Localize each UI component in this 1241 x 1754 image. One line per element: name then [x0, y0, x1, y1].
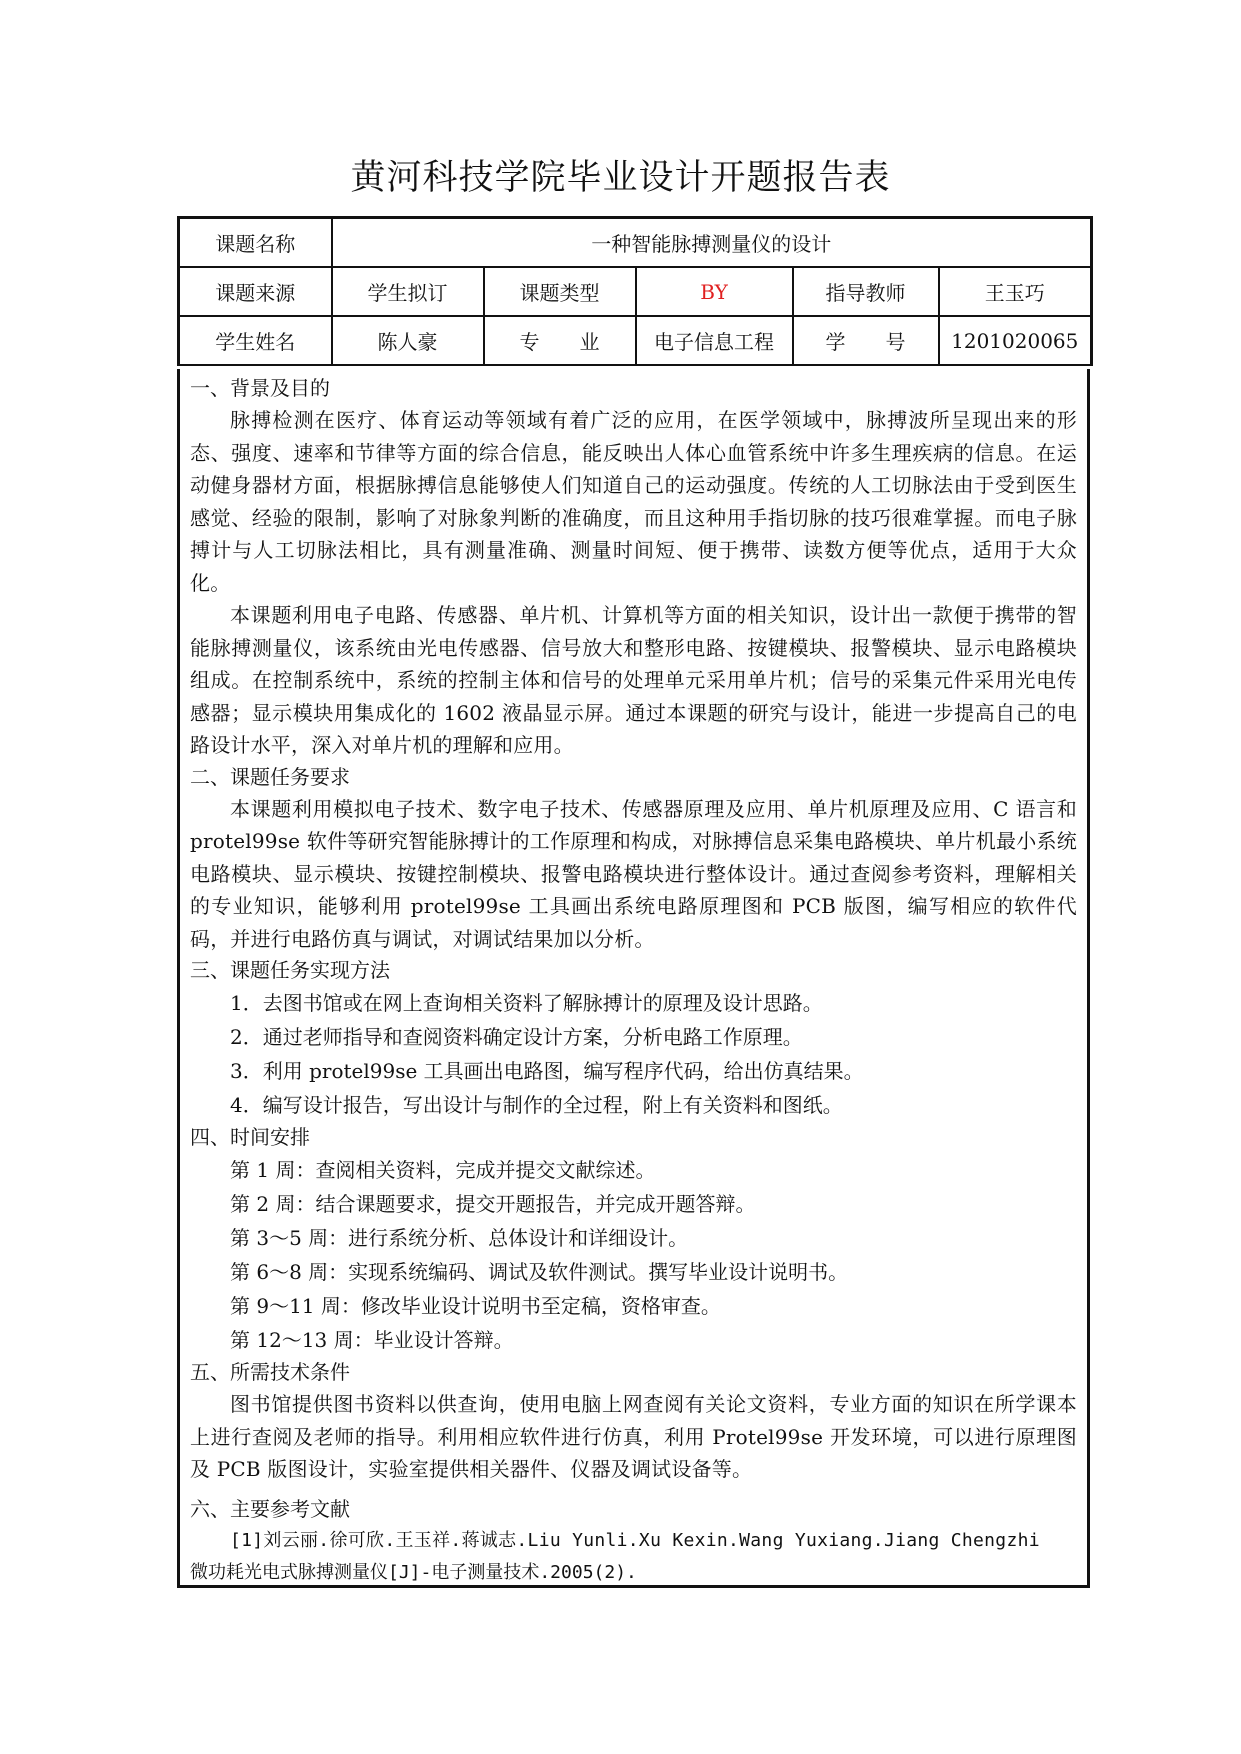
student-value: 陈人豪 [332, 316, 484, 365]
method-item: 4．编写设计报告，写出设计与制作的全过程，附上有关资料和图纸。 [230, 1093, 843, 1117]
schedule-item: 第 6～8 周：实现系统编码、调试及软件测试。撰写毕业设计说明书。 [230, 1260, 849, 1284]
info-row-student [179, 316, 1092, 365]
type-value: BY [636, 267, 793, 316]
major-label: 专 业 [484, 316, 636, 365]
schedule-item: 第 1 周：查阅相关资料，完成并提交文献综述。 [230, 1158, 656, 1182]
schedule-item: 第 3～5 周：进行系统分析、总体设计和详细设计。 [230, 1226, 689, 1250]
section-heading-conditions: 五、所需技术条件 [190, 1360, 350, 1384]
method-item: 2．通过老师指导和查阅资料确定设计方案，分析电路工作原理。 [230, 1025, 803, 1049]
background-paragraph-2: 本课题利用电子电路、传感器、单片机、计算机等方面的相关知识，设计出一款便于携带的智能脉搏测量仪，该系统由光电传感器、信号放大和整形电路、按键模块、报警模块、显示电路模块组成。在控制系统中，系统的控制主体和信号的处理单元采用单片机；信号的采集元件采用光电传感器；显示模块用集成化的 1602 液晶显示屏。通过本课题的研究与设计，能进一步提高自己的电路设计水平，深入对单片机的理解和应用。 [190, 603, 1077, 757]
schedule-item: 第 2 周：结合课题要求，提交开题报告，并完成开题答辩。 [230, 1192, 756, 1216]
info-table [177, 216, 1093, 366]
report-content [177, 369, 1090, 1588]
info-row-source [179, 267, 1092, 316]
conditions-paragraph: 图书馆提供图书资料以供查询，使用电脑上网查阅有关论文资料，专业方面的知识在所学课本上进行查阅及老师的指导。利用相应软件进行仿真，利用 Protel99se 开发环境，可以进行原理图及 PCB 版图设计，实验室提供相关器件、仪器及调试设备等。 [190, 1392, 1077, 1481]
source-value: 学生拟订 [332, 267, 484, 316]
info-row-topic [179, 218, 1092, 268]
section-heading-references: 六、主要参考文献 [190, 1496, 350, 1521]
section-heading-requirements: 二、课题任务要求 [190, 764, 350, 789]
id-value: 1201020065 [939, 316, 1092, 365]
topic-value: 一种智能脉搏测量仪的设计 [332, 218, 1092, 268]
method-item: 3．利用 protel99se 工具画出电路图，编写程序代码，给出仿真结果。 [230, 1059, 864, 1083]
method-item: 1．去图书馆或在网上查询相关资料了解脉搏计的原理及设计思路。 [230, 991, 823, 1015]
type-label: 课题类型 [484, 267, 636, 316]
student-label: 学生姓名 [179, 316, 332, 365]
source-label: 课题来源 [179, 267, 332, 316]
topic-label: 课题名称 [179, 218, 332, 268]
section-heading-schedule: 四、时间安排 [190, 1125, 310, 1149]
major-value: 电子信息工程 [636, 316, 793, 365]
schedule-item: 第 12～13 周：毕业设计答辩。 [230, 1328, 514, 1352]
background-paragraph-1: 脉搏检测在医疗、体育运动等领域有着广泛的应用，在医学领域中，脉搏波所呈现出来的形态、强度、速率和节律等方面的综合信息，能反映出人体心血管系统中许多生理疾病的信息。在运动健身器材方面，根据脉搏信息能够使人们知道自己的运动强度。传统的人工切脉法由于受到医生感觉、经验的限制，影响了对脉象判断的准确度，而且这种用手指切脉的技巧很难掌握。而电子脉搏计与人工切脉法相比，具有测量准确、测量时间短、便于携带、读数方便等优点，适用于大众化。 [190, 408, 1077, 595]
schedule-item: 第 9～11 周：修改毕业设计说明书至定稿，资格审查。 [230, 1294, 721, 1318]
page-title: 黄河科技学院毕业设计开题报告表 [350, 158, 891, 198]
section-heading-methods: 三、课题任务实现方法 [190, 958, 390, 982]
section-heading-background: 一、背景及目的 [190, 376, 330, 400]
id-label: 学 号 [793, 316, 939, 365]
advisor-value: 王玉巧 [939, 267, 1092, 316]
reference-line: 微功耗光电式脉搏测量仪[J]-电子测量技术.2005(2). [190, 1561, 637, 1583]
advisor-label: 指导教师 [793, 267, 939, 316]
requirements-paragraph: 本课题利用模拟电子技术、数字电子技术、传感器原理及应用、单片机原理及应用、C 语言和 protel99se 软件等研究智能脉搏计的工作原理和构成，对脉搏信息采集电路模块、单片机最小系统电路模块、显示模块、按键控制模块、报警电路模块进行整体设计。通过查阅参考资料，理解相关的专业知识，能够利用 protel99se 工具画出系统电路原理图和 PCB 版图，编写相应的软件代码，并进行电路仿真与调试，对调试结果加以分析。 [190, 796, 1077, 951]
reference-line: [1]刘云丽.徐可欣.王玉祥.蒋诚志.Liu Yunli.Xu Kexin.Wang Yuxiang.Jiang Chengzhi [230, 1529, 1040, 1551]
